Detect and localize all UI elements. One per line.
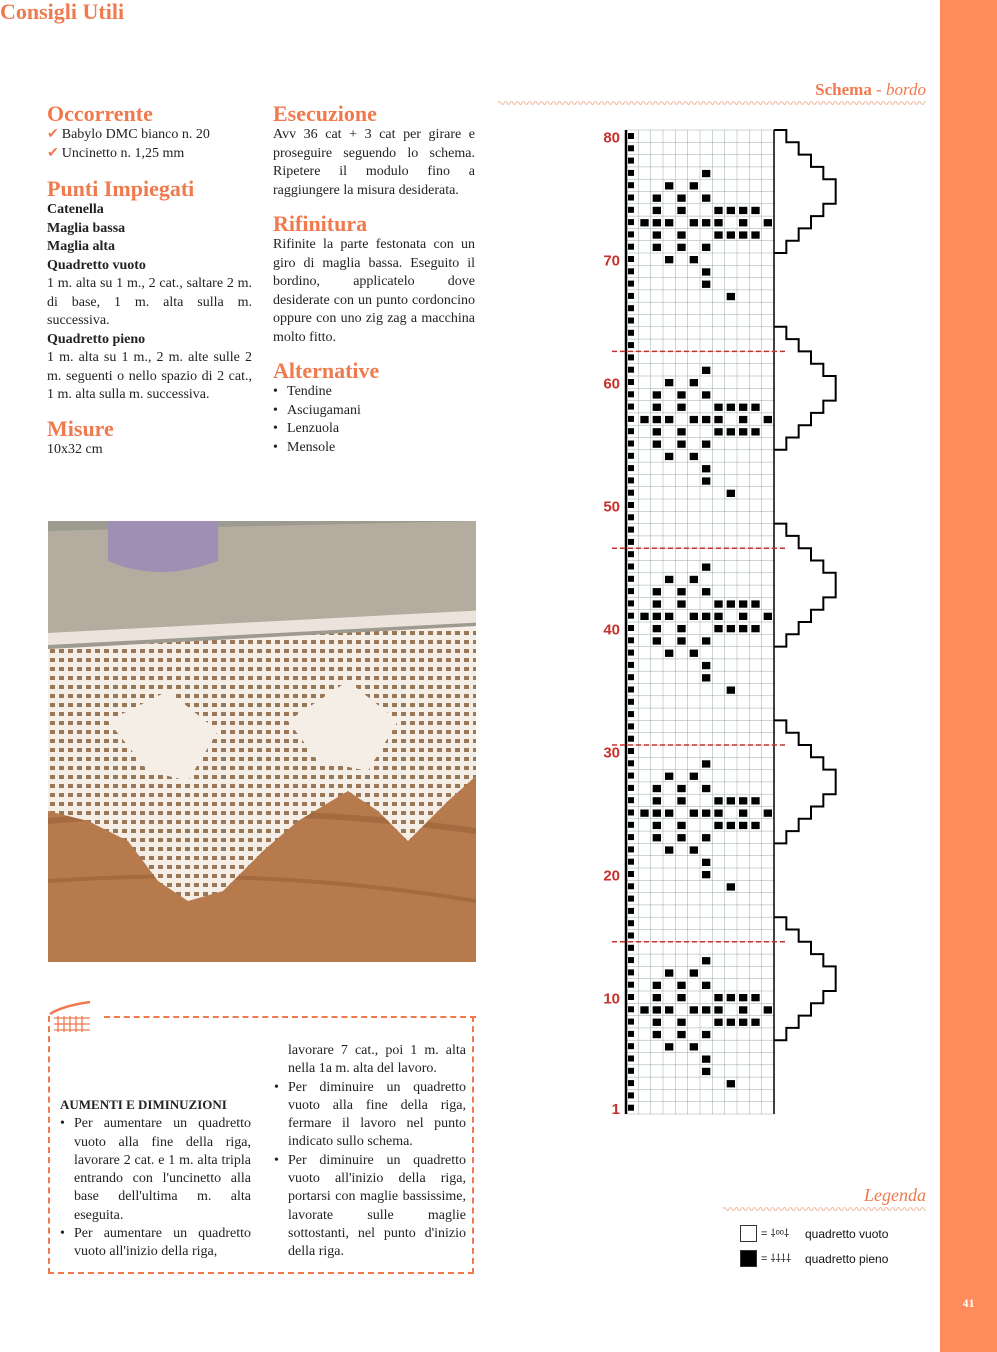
legend-pieno xyxy=(740,1250,888,1267)
tips-column-1 xyxy=(60,1096,251,1262)
list-item: • Tendine xyxy=(273,383,475,402)
quadretto-pieno-text: 1 m. alta su 1 m., 2 m. alte sulle 2 m. seguenti o nello spazio di 2 cat., 1 m. alta sulla m. successiva. xyxy=(47,350,252,402)
alternative-list xyxy=(273,383,475,457)
row-label: 20 xyxy=(603,867,620,885)
alternative-title: Alternative xyxy=(273,358,380,383)
left-column xyxy=(47,96,252,459)
quadretto-vuoto-text: 1 m. alta su 1 m., 2 cat., saltare 2 m. di base, 1 m. alta sulla m. successiva. xyxy=(47,276,252,328)
legenda-title: Legenda xyxy=(864,1185,926,1205)
row-label: 60 xyxy=(603,375,620,393)
schema-divider xyxy=(498,100,926,106)
page-sidebar xyxy=(940,0,997,1352)
consigli-title: Consigli Utili xyxy=(0,0,125,24)
legend-vuoto xyxy=(740,1225,888,1242)
misure-text: 10x32 cm xyxy=(47,441,103,457)
crochet-hook-icon xyxy=(48,998,98,1041)
punti-title: Punti Impiegati xyxy=(47,176,195,201)
list-item: • Asciugamani xyxy=(273,402,475,421)
pieno-label: quadretto pieno xyxy=(805,1251,889,1266)
pieno-symbol: = ⸸⸸⸸⸸ xyxy=(761,1253,792,1265)
row-label: 50 xyxy=(603,498,620,516)
row-label: 30 xyxy=(603,744,620,762)
list-item: • Mensole xyxy=(273,439,475,458)
quadretto-pieno-title: Quadretto pieno xyxy=(47,331,146,347)
tips-heading: AUMENTI E DIMINUZIONI xyxy=(60,1097,227,1112)
misure-title: Misure xyxy=(47,415,114,441)
middle-column xyxy=(273,96,475,457)
vuoto-label: quadretto vuoto xyxy=(805,1226,889,1241)
list-item: • Lenzuola xyxy=(273,420,475,439)
occorrente-item-2: ✔ Uncinetto n. 1,25 mm xyxy=(47,145,185,161)
punto-maglia-alta: Maglia alta xyxy=(47,239,116,254)
list-item: • Per aumentare un quadretto vuoto alla fine della riga, lavorare 2 cat. e 1 m. alta tripla entrando con l'uncinetto alla base dell'ultima m. alta eseguita. xyxy=(60,1115,251,1225)
occorrente-item-1: ✔ Babylo DMC bianco n. 20 xyxy=(47,127,210,142)
rifinitura-title: Rifinitura xyxy=(273,211,368,236)
row-label: 40 xyxy=(603,621,620,639)
quadretto-vuoto-title: Quadretto vuoto xyxy=(47,257,146,273)
esecuzione-text: Avv 36 cat + 3 cat per girare e proseguire seguendo lo schema. Ripetere il modulo fino a raggiungere la misura desiderata. xyxy=(273,127,475,198)
vuoto-symbol: = ⸸ᵒᵒ⸸ xyxy=(761,1228,790,1240)
esecuzione-title: Esecuzione xyxy=(273,101,377,126)
punto-catenella: Catenella xyxy=(47,202,104,217)
legend-divider xyxy=(723,1206,926,1212)
row-label: 80 xyxy=(603,129,620,147)
check-icon: ✔ xyxy=(47,145,59,161)
row-label: 1 xyxy=(611,1101,620,1118)
filled-square-icon xyxy=(740,1250,757,1267)
check-icon: ✔ xyxy=(47,127,59,142)
empty-square-icon xyxy=(740,1225,757,1242)
row-label: 70 xyxy=(603,252,620,270)
occorrente-title: Occorrente xyxy=(47,101,153,126)
tips-column-2 xyxy=(274,1042,466,1262)
schema-chart xyxy=(590,120,850,1135)
crochet-photo xyxy=(48,521,476,962)
punto-maglia-bassa: Maglia bassa xyxy=(47,220,126,236)
row-label: 10 xyxy=(603,990,620,1008)
schema-title: Schema - bordo xyxy=(815,80,926,99)
list-item: • Per diminuire un quadretto vuoto all'inizio della riga, portarsi con maglie bassissime, lavorate sulle maglie sottostanti, nel punto d'inizio della riga. xyxy=(274,1152,466,1262)
list-item: • Per diminuire un quadretto vuoto alla fine della riga, fermare il lavoro nel punto indicato sullo schema. xyxy=(274,1079,466,1152)
list-item: • Per aumentare un quadretto vuoto all'inizio della riga, xyxy=(60,1225,251,1262)
rifinitura-text: Rifinite la parte festonata con un giro di maglia bassa. Eseguito il bordino, applicatelo dove desiderate con un punto cordoncino oppure con uno zig zag a macchina molto fitto. xyxy=(273,237,475,345)
page-number: 41 xyxy=(962,1296,975,1310)
tips-continued-text: lavorare 7 cat., poi 1 m. alta nella 1a m. alta del lavoro. xyxy=(288,1043,466,1077)
